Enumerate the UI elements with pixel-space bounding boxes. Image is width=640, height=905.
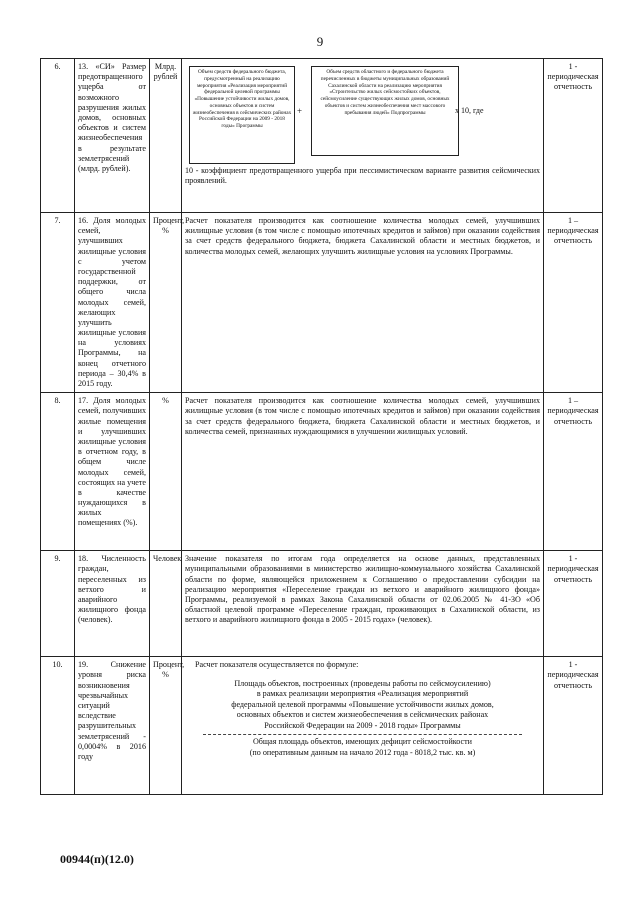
formula-denominator-line: (по оперативным данным на начало 2012 года - 8018,2 тыс. кв. м)	[249, 747, 476, 757]
table-row	[41, 59, 603, 213]
multiplier: x 10, где	[455, 106, 484, 115]
page-number: 9	[316, 34, 324, 49]
unit-of-measure: Процент, %	[150, 213, 182, 393]
indicator-name: 19. Снижение уровня риска возникновения чрезвычайных ситуаций вследствие разрушительных землетрясений - 0,0004% в 2016 году	[75, 657, 150, 795]
row-number: 8.	[41, 393, 75, 551]
reporting-period: 1 – периодическая отчетность	[544, 213, 603, 393]
formula-diagram	[185, 62, 540, 166]
formula-numerator-line: Площадь объектов, построенных (проведены работы по сейсмоусилению)	[234, 678, 491, 688]
formula-box-regional: Объем средств областного и федерального бюджета перечисленных в бюджеты муниципальных образований Сахалинской области на реализацию мероприятия «Строительство жилых сейсмостойких объектов, сейсмоусиление существующих жилых домов, основных объектов и систем жизнеобеспечения мест массового пребывания людей» Подпрограммы	[311, 66, 459, 156]
table-row	[41, 393, 603, 551]
table-row	[41, 213, 603, 393]
indicator-name: 13. «СИ» Размер предотвращенного ущерба от возможного разрушения жилых домов, основных объектов и систем жизнеобеспечения в результате землетрясений (млрд. рублей).	[75, 59, 150, 213]
indicator-name: 17. Доля молодых семей, получивших жилые помещения и улучшивших жилищные условия в отчетном году, в общем числе молодых семей, состоящих на учете в качестве нуждающихся в жилых помещениях (%).	[75, 393, 150, 551]
fraction-bar	[203, 734, 522, 735]
formula-denominator-line: Общая площадь объектов, имеющих дефицит сейсмостойкости	[252, 737, 473, 747]
calculation-method: Расчет показателя производится как соотношение количества молодых семей, улучшивших жилищные условия (в том числе с помощью ипотечных кредитов и займов) при оказании содействия за счет средств федерального бюджета, бюджета Сахалинской области и местных бюджетов, и количества семей, признанных нуждающимися в улучшении жилищных условий.	[182, 393, 544, 551]
reporting-period: 1 - периодическая отчетность	[544, 551, 603, 657]
calculation-method	[182, 59, 544, 213]
unit-of-measure: Млрд. рублей	[150, 59, 182, 213]
plus-sign: +	[297, 106, 303, 116]
table-row	[41, 551, 603, 657]
formula-numerator-line: федеральной целевой программы «Повышение устойчивости жилых домов,	[231, 699, 494, 709]
reporting-period: 1 - периодическая отчетность	[544, 59, 603, 213]
indicators-table	[40, 58, 603, 795]
formula-legend: 10 - коэффициент предотвращенного ущерба при пессимистическом варианте развития сейсмических проявлений.	[185, 166, 540, 185]
calculation-method: Расчет показателя производится как соотношение количества молодых семей, улучшивших жилищные условия (в том числе с помощью ипотечных кредитов и займов) при оказании содействия за счет средств федерального бюджета, бюджета Сахалинской области и местных бюджетов, и количества молодых семей, желающих улучшить жилищные условия на условиях Программы.	[182, 213, 544, 393]
unit-of-measure: Процент, %	[150, 657, 182, 795]
reporting-period: 1 - периодическая отчетность	[544, 657, 603, 795]
row-number: 7.	[41, 213, 75, 393]
unit-of-measure: Человек	[150, 551, 182, 657]
table-row	[41, 657, 603, 795]
formula-box-federal: Объем средств федерального бюджета, предусмотренный на реализацию мероприятия «Реализация мероприятий федеральной целевой программы «Повышение устойчивости жилых домов, основных объектов и систем жизнеобеспечения в сейсмических районах Российской Федерации на 2009 - 2018 годы» Программы	[189, 66, 295, 164]
unit-of-measure: %	[150, 393, 182, 551]
row-number: 10.	[41, 657, 75, 795]
indicator-name: 18. Численность граждан, переселенных из ветхого и аварийного жилищного фонда (человек).	[75, 551, 150, 657]
formula-numerator-line: основных объектов и систем жизнеобеспечения в сейсмических районах	[236, 710, 489, 720]
indicator-name: 16. Доля молодых семей, улучшивших жилищные условия с учетом государственной поддержки, от общего числа молодых семей, желающих улучшить жилищные условия на условиях Программы, на конец отчетного периода – 30,4% в 2015 году.	[75, 213, 150, 393]
calculation-method: Значение показателя по итогам года определяется на основе данных, представленных муниципальными образованиями в министерство жилищно-коммунального хозяйства Сахалинской области по форме, являющейся приложением к Соглашению о предоставлении субсидии на реализацию мероприятия «Переселение граждан из ветхого и аварийного жилищного фонда» Программы, реализуемой в рамках Закона Сахалинской области от 02.06.2005 № 41-ЗО «Об областной целевой программе «Переселение граждан, проживающих в Сахалинской области, из ветхого и аварийного жилищного фонда в 2005 - 2015 годах» (человек).	[182, 551, 544, 657]
formula-intro: Расчет показателя осуществляется по формуле:	[195, 660, 359, 670]
reporting-period: 1 – периодическая отчетность	[544, 393, 603, 551]
calculation-method	[182, 657, 544, 795]
row-number: 9.	[41, 551, 75, 657]
document-code: 00944(п)(12.0)	[60, 852, 134, 866]
formula-numerator-line: в рамках реализации мероприятия «Реализация мероприятий	[256, 689, 469, 699]
row-number: 6.	[41, 59, 75, 213]
formula-numerator-line: Российской Федерации на 2009 - 2018 годы» Программы	[264, 720, 461, 730]
